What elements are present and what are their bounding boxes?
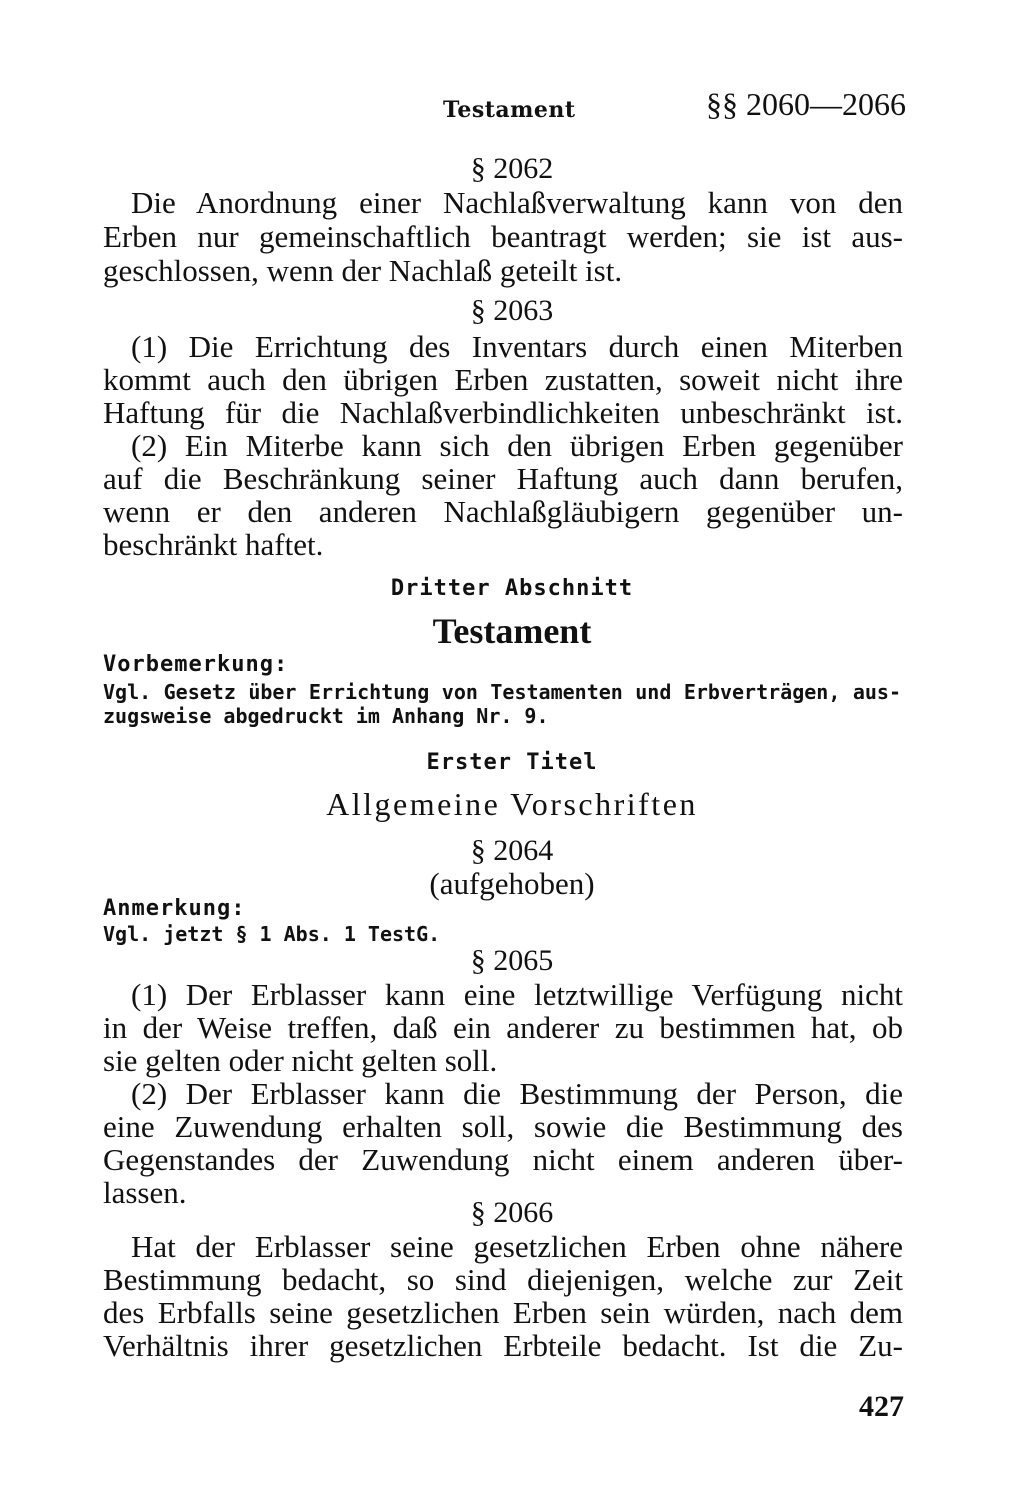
paragraph-line: Hat der Erblasser seine gesetzlichen Erben ohne nähere <box>131 1229 903 1264</box>
part-label: Dritter Abschnitt <box>390 576 634 601</box>
paragraph-line: Bestimmung bedacht, so sind diejenigen, welche zur Zeit <box>103 1262 903 1297</box>
running-header-title: Testament <box>443 97 576 123</box>
section-number-2063: § 2063 <box>470 294 554 327</box>
running-header-section-range: §§ 2060—2066 <box>706 86 906 122</box>
paragraph-line: (2) Ein Miterbe kann sich den übrigen Erben gegenüber <box>131 428 903 463</box>
section-number-2066: § 2066 <box>470 1196 554 1229</box>
paragraph-line: Die Anordnung einer Nachlaßverwaltung kann von den <box>131 185 903 220</box>
paragraph-line: (2) Der Erblasser kann die Bestimmung der Person, die <box>131 1076 903 1111</box>
paragraph-line: lassen. <box>103 1175 187 1210</box>
paragraph-line: (1) Die Errichtung des Inventars durch einen Miterben <box>131 329 903 364</box>
paragraph-line: beschränkt haftet. <box>103 527 324 562</box>
preliminary-note-line: Vgl. Gesetz über Errichtung von Testamenten und Erbverträgen, aus- <box>103 680 901 704</box>
preliminary-note-line: zugsweise abgedruckt im Anhang Nr. 9. <box>103 704 549 728</box>
paragraph-line: des Erbfalls seine gesetzlichen Erben sein würden, nach dem <box>103 1295 903 1330</box>
annotation-text: Vgl. jetzt § 1 Abs. 1 TestG. <box>103 922 441 946</box>
paragraph-line: (1) Der Erblasser kann eine letztwillige Verfügung nicht <box>131 977 903 1012</box>
paragraph-line: Haftung für die Nachlaßverbindlichkeiten unbeschränkt ist. <box>103 395 903 430</box>
section-status-repealed: (aufgehoben) <box>429 866 595 901</box>
section-number-2065: § 2065 <box>470 944 554 977</box>
paragraph-line: Erben nur gemeinschaftlich beantragt werden; sie ist aus- <box>103 219 903 254</box>
preliminary-note-label: Vorbemerkung: <box>103 652 289 677</box>
section-number-2062: § 2062 <box>470 152 554 185</box>
paragraph-line: sie gelten oder nicht gelten soll. <box>103 1043 498 1078</box>
paragraph-line: Gegenstandes der Zuwendung nicht einem anderen über- <box>103 1142 903 1177</box>
section-number-2064: § 2064 <box>470 834 554 867</box>
paragraph-line: geschlossen, wenn der Nachlaß geteilt ist. <box>103 253 623 288</box>
title-label: Erster Titel <box>426 750 598 775</box>
paragraph-line: auf die Beschränkung seiner Haftung auch dann berufen, <box>103 461 903 496</box>
page-number: 427 <box>859 1390 904 1423</box>
title-heading: Allgemeine Vorschriften <box>326 786 698 822</box>
annotation-label: Anmerkung: <box>103 896 246 921</box>
paragraph-line: in der Weise treffen, daß ein anderer zu bestimmen hat, ob <box>103 1010 903 1045</box>
paragraph-line: kommt auch den übrigen Erben zustatten, soweit nicht ihre <box>103 362 903 397</box>
paragraph-line: Verhältnis ihrer gesetzlichen Erbteile bedacht. Ist die Zu- <box>103 1328 903 1363</box>
paragraph-line: wenn er den anderen Nachlaßgläubigern gegenüber un- <box>103 494 903 529</box>
part-title: Testament <box>432 611 592 651</box>
paragraph-line: eine Zuwendung erhalten soll, sowie die Bestimmung des <box>103 1109 903 1144</box>
